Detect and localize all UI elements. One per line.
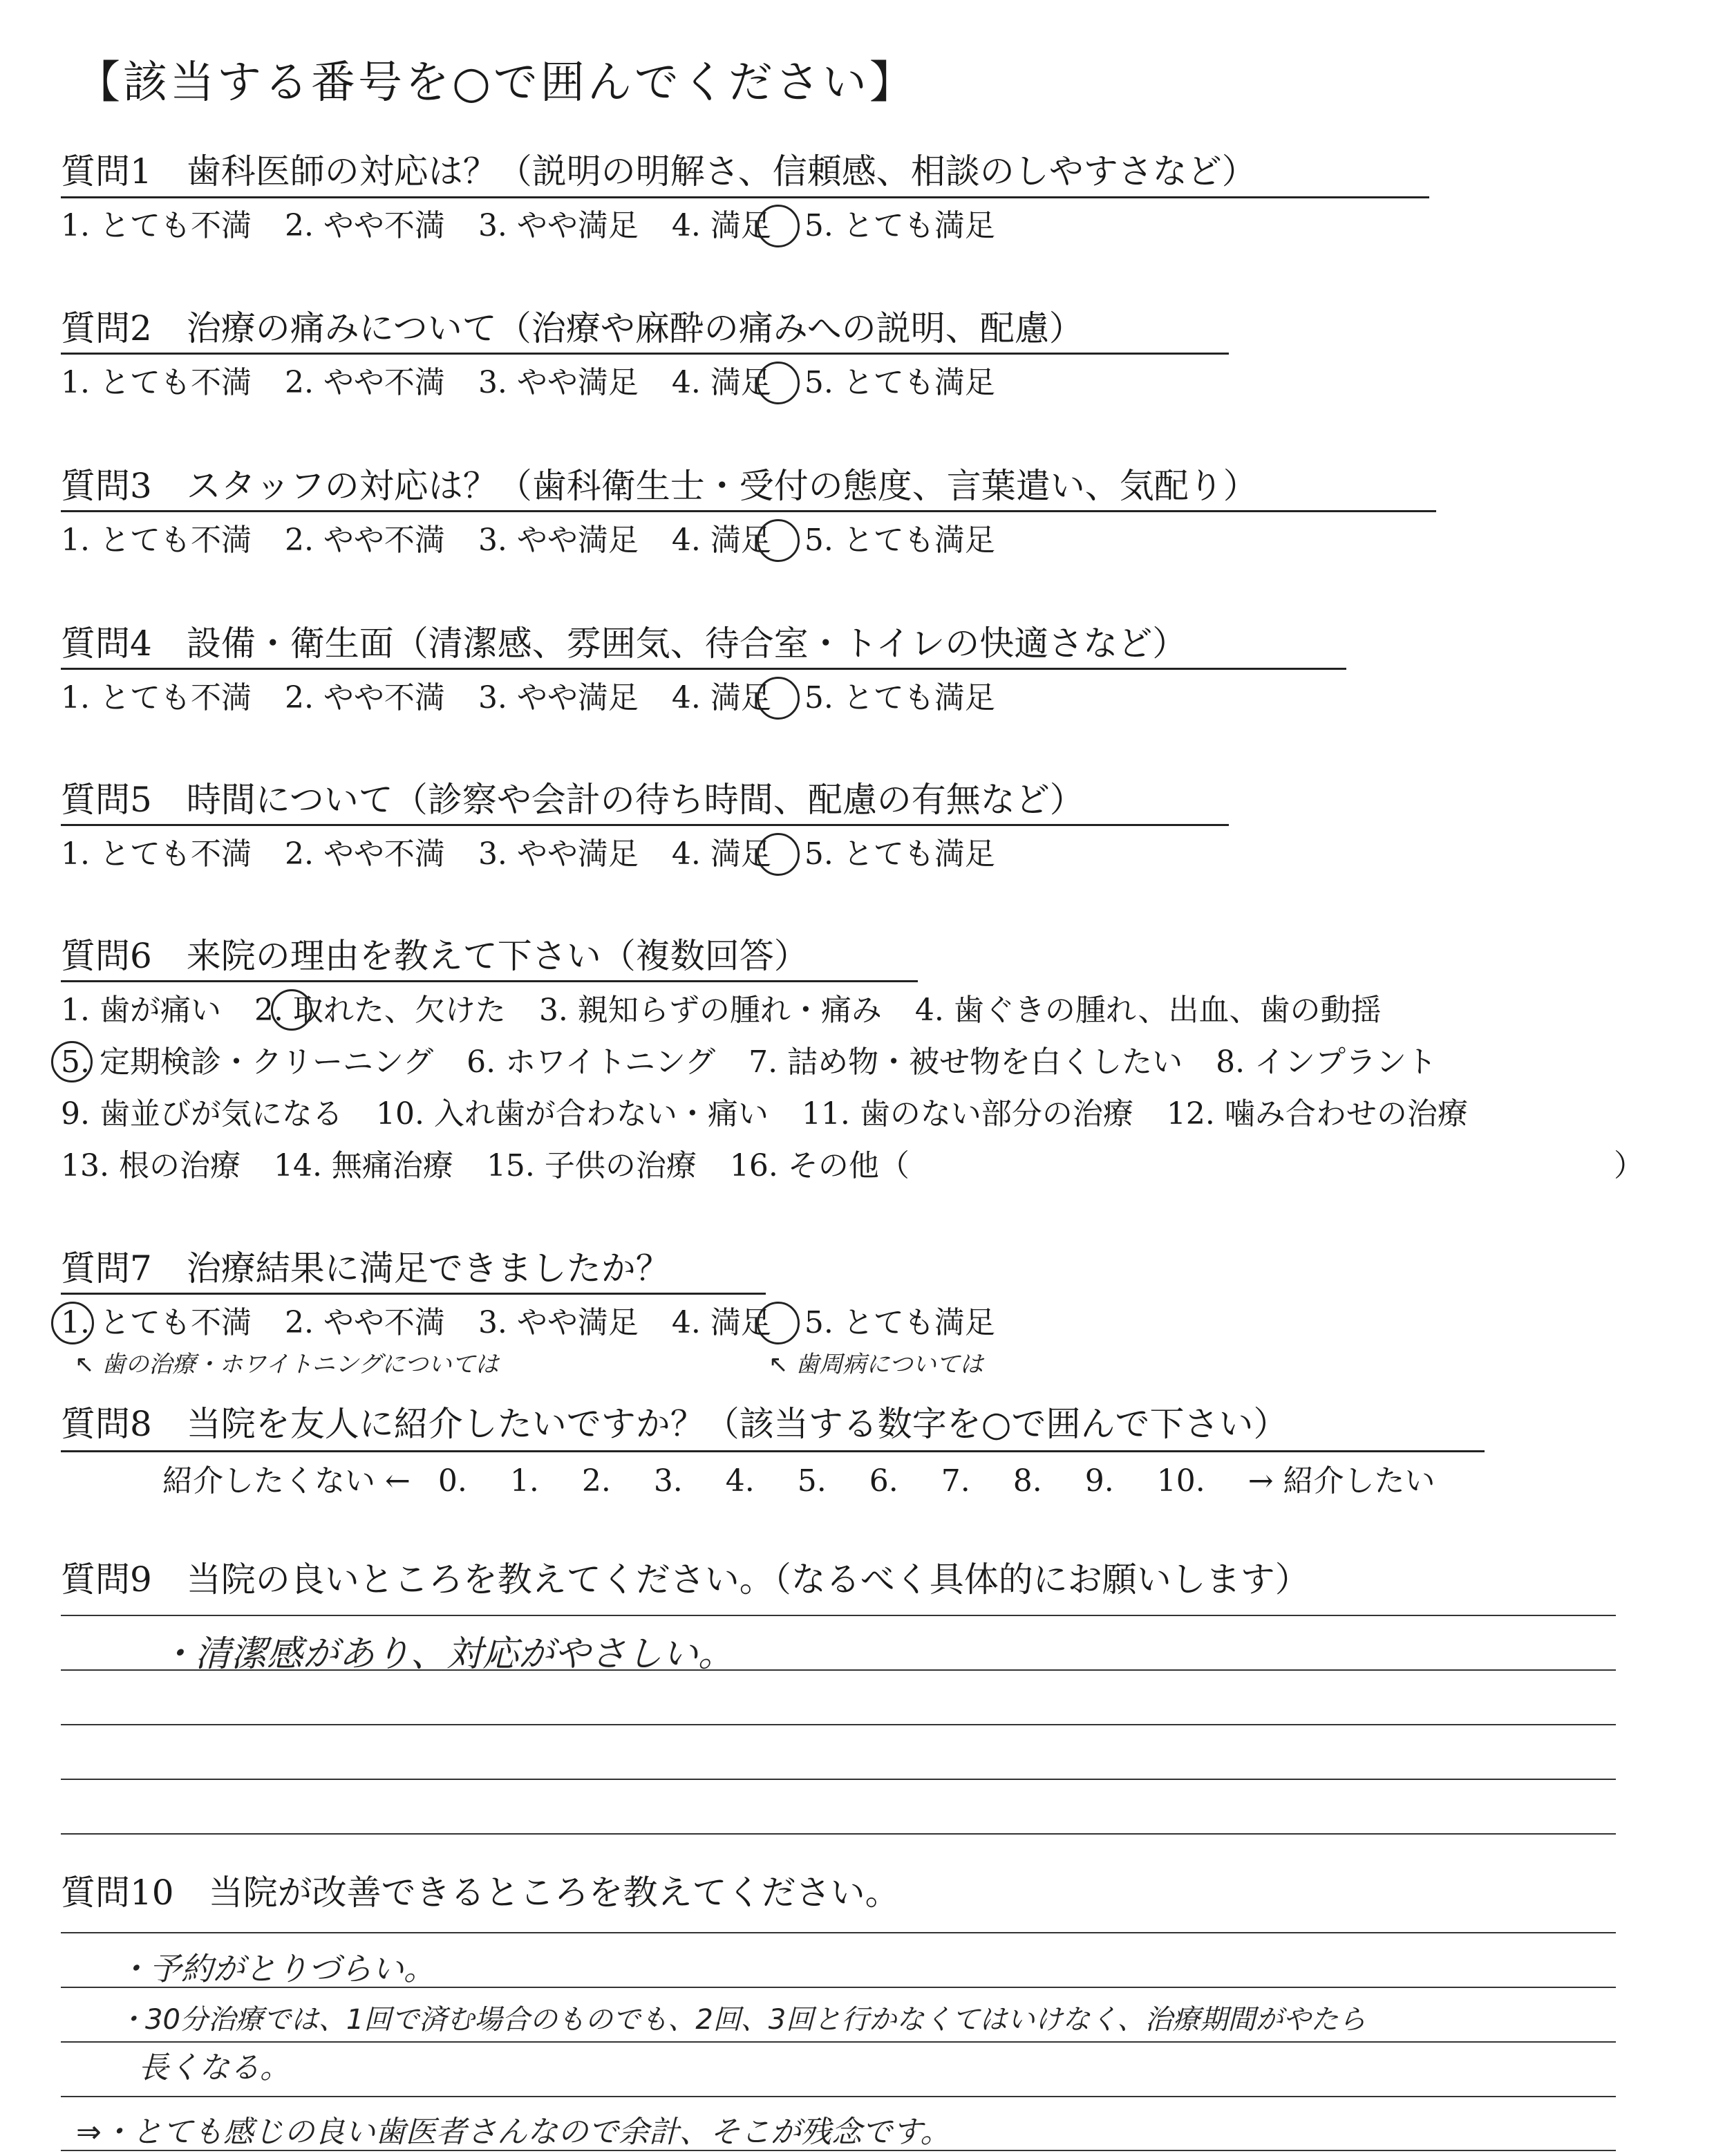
q8-value-8[interactable]: 8. (1013, 1463, 1042, 1499)
q7-option-4[interactable]: 4. 満足 (671, 1305, 771, 1340)
q7-handwritten-note-4: ↖ 歯周病については (769, 1351, 983, 1378)
q10-handwritten-answer-3: 長くなる。 (138, 2050, 290, 2085)
q10-answer-line-4 (61, 2096, 1616, 2097)
q3-option-2[interactable]: 2. やや不満 (284, 523, 445, 558)
question-5-underline (61, 824, 1229, 826)
q6-option-3[interactable]: 3. 親知らずの腫れ・痛み (538, 993, 882, 1028)
question-2-options (61, 364, 1028, 402)
q7-option-2[interactable]: 2. やや不満 (284, 1305, 445, 1340)
question-3-underline (61, 510, 1436, 512)
q2-option-4[interactable]: 4. 満足 (671, 365, 771, 400)
question-6-label: 質問6 来院の理由を教えて下さい（複数回答） (61, 936, 809, 976)
q6-row-3 (61, 1096, 1501, 1133)
question-5-label: 質問5 時間について（診察や会計の待ち時間、配慮の有無など） (61, 780, 1084, 820)
q7-option-5[interactable]: 5. とても満足 (804, 1305, 995, 1340)
question-4-underline (61, 668, 1346, 670)
q9-answer-line-4 (61, 1779, 1616, 1780)
q10-handwritten-answer-4: ⇒・とても感じの良い歯医者さんなので余計、そこが残念です。 (76, 2115, 951, 2150)
question-3-options (61, 522, 1028, 559)
question-9-label: 質問9 当院の良いところを教えてください。（なるべく具体的にお願いします） (61, 1559, 1310, 1600)
q3-option-1[interactable]: 1. とても不満 (61, 523, 252, 558)
q2-selection-circle (757, 362, 800, 404)
q8-value-6[interactable]: 6. (869, 1463, 898, 1499)
q4-option-4[interactable]: 4. 満足 (671, 680, 771, 715)
q6-option-11[interactable]: 11. 歯のない部分の治療 (801, 1096, 1133, 1132)
q6-option-10[interactable]: 10. 入れ歯が合わない・痛い (375, 1096, 769, 1132)
question-1-options (61, 207, 1028, 245)
question-1-label: 質問1 歯科医師の対応は？（説明の明解さ、信頼感、相談のしやすさなど） (61, 151, 1256, 191)
q8-value-4[interactable]: 4. (725, 1463, 755, 1499)
question-1-underline (61, 196, 1429, 198)
q10-handwritten-answer-1: ・予約がとりづらい。 (117, 1950, 435, 1987)
q6-option-14[interactable]: 14. 無痛治療 (273, 1148, 453, 1183)
q4-selection-circle (757, 677, 800, 720)
question-5-options (61, 836, 1028, 873)
q8-value-0[interactable]: 0. (437, 1463, 467, 1499)
q1-option-1[interactable]: 1. とても不満 (61, 208, 252, 243)
q3-option-4[interactable]: 4. 満足 (671, 523, 771, 558)
question-3-label: 質問3 スタッフの対応は？（歯科衛生士・受付の態度、言葉遣い、気配り） (61, 466, 1258, 506)
question-2-underline (61, 353, 1229, 355)
q3-option-5[interactable]: 5. とても満足 (804, 523, 995, 558)
q4-option-3[interactable]: 3. やや満足 (478, 680, 639, 715)
q1-option-2[interactable]: 2. やや不満 (284, 208, 445, 243)
q6-selection-circle-5 (51, 1041, 93, 1082)
q5-option-2[interactable]: 2. やや不満 (284, 836, 445, 872)
q7-handwritten-note-1: ↖ 歯の治療・ホワイトニングについては (75, 1351, 499, 1378)
q8-value-5[interactable]: 5. (797, 1463, 827, 1499)
q6-option-13[interactable]: 13. 根の治療 (61, 1148, 241, 1183)
q5-option-3[interactable]: 3. やや満足 (478, 836, 639, 872)
question-4-options (61, 679, 1028, 717)
q6-option-1[interactable]: 1. 歯が痛い (61, 993, 221, 1028)
question-4-label: 質問4 設備・衛生面（清潔感、雰囲気、待合室・トイレの快適さなど） (61, 624, 1187, 664)
q3-selection-circle (757, 519, 800, 562)
q1-option-3[interactable]: 3. やや満足 (478, 208, 639, 243)
question-7-underline (61, 1293, 766, 1295)
question-6-underline (61, 980, 918, 982)
question-8-label: 質問8 当院を友人に紹介したいですか？（該当する数字を○で囲んで下さい） (61, 1404, 1288, 1444)
q4-option-1[interactable]: 1. とても不満 (61, 680, 252, 715)
question-7-options (61, 1304, 1028, 1342)
q8-value-10[interactable]: 10. (1156, 1463, 1205, 1499)
q6-other-close-paren: ） (1614, 1148, 1644, 1183)
q8-value-7[interactable]: 7. (941, 1463, 970, 1499)
q9-answer-line-1 (61, 1615, 1616, 1616)
q6-option-7[interactable]: 7. 詰め物・被せ物を白くしたい (748, 1044, 1183, 1080)
q6-row-2 (61, 1044, 1470, 1081)
q1-selection-circle (757, 205, 800, 247)
q10-answer-line-3 (61, 2041, 1616, 2043)
q6-option-15[interactable]: 15. 子供の治療 (486, 1148, 697, 1183)
q10-handwritten-answer-2: ・30分治療では、1回で済む場合のものでも、2回、3回と行かなくてはいけなく、治療期間がやたら (117, 2004, 1366, 2036)
q1-option-4[interactable]: 4. 満足 (671, 208, 771, 243)
q5-option-5[interactable]: 5. とても満足 (804, 836, 995, 872)
q6-option-16[interactable]: 16. その他（ (729, 1148, 910, 1183)
q4-option-5[interactable]: 5. とても満足 (804, 680, 995, 715)
q8-value-3[interactable]: 3. (653, 1463, 683, 1499)
question-7-label: 質問7 治療結果に満足できましたか？ (61, 1248, 670, 1288)
q8-value-2[interactable]: 2. (581, 1463, 611, 1499)
q2-option-1[interactable]: 1. とても不満 (61, 365, 252, 400)
instruction-title: 【該当する番号を○で囲んでください】 (76, 57, 916, 109)
q6-option-6[interactable]: 6. ホワイトニング (467, 1044, 716, 1080)
q6-selection-circle-2 (271, 989, 312, 1031)
q10-answer-line-1 (61, 1932, 1616, 1933)
q7-option-3[interactable]: 3. やや満足 (478, 1305, 639, 1340)
q6-option-4[interactable]: 4. 歯ぐきの腫れ、出血、歯の動揺 (914, 993, 1382, 1028)
q5-option-1[interactable]: 1. とても不満 (61, 836, 252, 872)
q9-answer-line-5 (61, 1833, 1616, 1835)
q9-handwritten-answer: ・清潔感があり、対応がやさしい。 (159, 1633, 735, 1675)
q6-option-12[interactable]: 12. 噛み合わせの治療 (1166, 1096, 1468, 1132)
q2-option-5[interactable]: 5. とても満足 (804, 365, 995, 400)
q8-scale (162, 1463, 1478, 1500)
q9-answer-line-3 (61, 1724, 1616, 1725)
q8-right-label: → 紹介したい (1247, 1463, 1435, 1499)
q6-option-9[interactable]: 9. 歯並びが気になる (61, 1096, 343, 1132)
q7-selection-circle-1 (51, 1302, 94, 1344)
q6-row-4 (61, 1147, 943, 1185)
q8-value-9[interactable]: 9. (1084, 1463, 1114, 1499)
question-2-label: 質問2 治療の痛みについて（治療や麻酔の痛みへの説明、配慮） (61, 308, 1084, 348)
q1-option-5[interactable]: 5. とても満足 (804, 208, 995, 243)
q5-option-4[interactable]: 4. 満足 (671, 836, 771, 872)
q5-selection-circle (757, 833, 800, 876)
q3-option-3[interactable]: 3. やや満足 (478, 523, 639, 558)
q7-option-1[interactable]: 1. とても不満 (61, 1305, 252, 1340)
q6-option-5[interactable]: 5. 定期検診・クリーニング (61, 1044, 434, 1080)
q2-option-3[interactable]: 3. やや満足 (478, 365, 639, 400)
q6-row-1 (61, 992, 1415, 1029)
question-8-underline (61, 1450, 1485, 1452)
q6-option-8[interactable]: 8. インプラント (1216, 1044, 1438, 1080)
q6-option-2[interactable]: 2. 取れた、欠けた (254, 993, 506, 1028)
q8-left-label: 紹介したくない ← (162, 1463, 411, 1499)
q8-value-1[interactable]: 1. (509, 1463, 539, 1499)
q7-selection-circle-4 (757, 1302, 800, 1344)
q2-option-2[interactable]: 2. やや不満 (284, 365, 445, 400)
question-10-label: 質問10 当院が改善できるところを教えてください。 (61, 1873, 900, 1913)
q4-option-2[interactable]: 2. やや不満 (284, 680, 445, 715)
